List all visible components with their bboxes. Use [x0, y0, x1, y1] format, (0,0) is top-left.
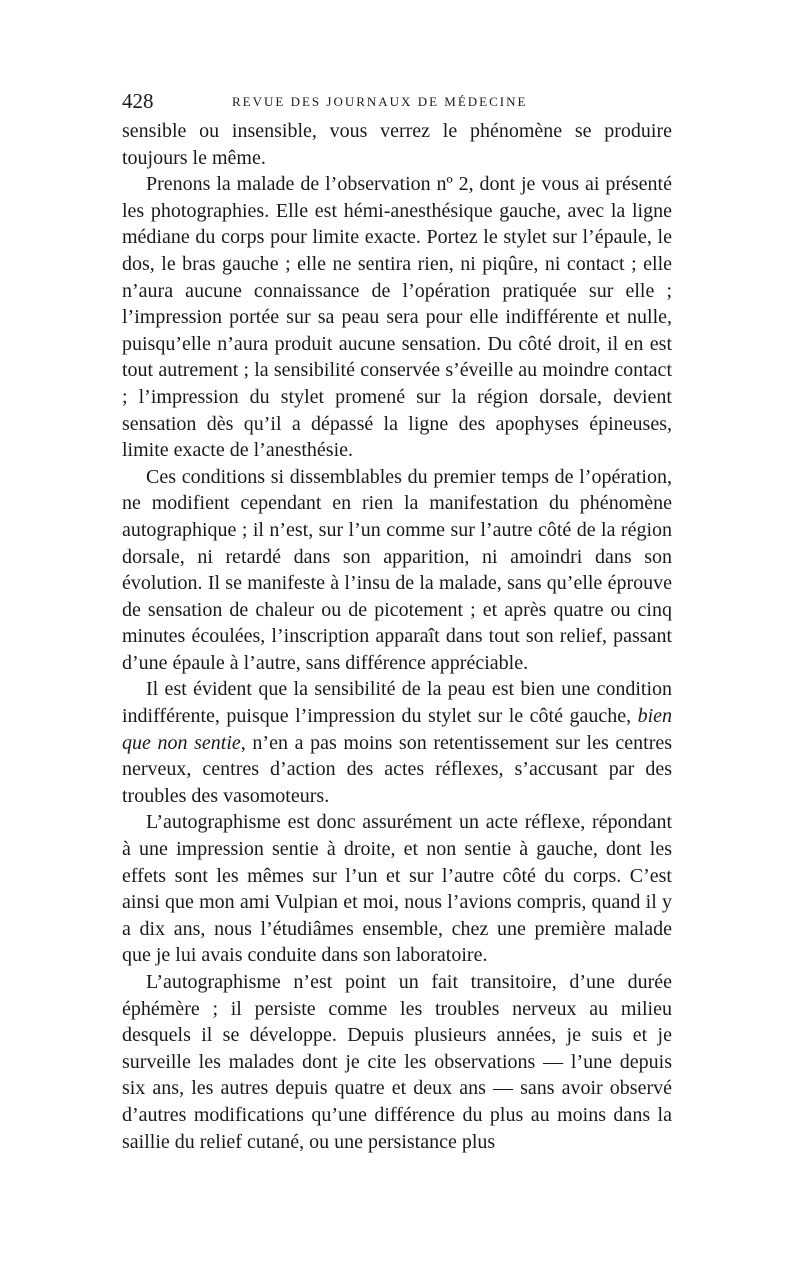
paragraph-4-emphasis: bien que non sentie: [122, 705, 672, 754]
book-page: [122, 88, 672, 1155]
page-number: 428: [122, 89, 154, 113]
paragraph-5: L’autographisme est donc assurément un acte réflexe, répondant à une impression sentie à droite, et non sentie à gauche, dont les effets sont les mêmes sur l’un et sur l’autre côté du corps. C’est ainsi que mon ami Vulpian et moi, nous l’avions compris, quand il y a dix ans, nous l’étudiâmes ensemble, chez une première malade que je lui avais conduite dans son laboratoire.: [122, 811, 672, 967]
page-header: [122, 88, 672, 114]
paragraph-4-start: Il est évident que la sensibilité de la peau est bien une condition indifférente, puisque l’impression du stylet sur le côté gauche,: [122, 678, 672, 728]
paragraph-1: sensible ou insensible, vous verrez le phénomène se produire toujours le même.: [122, 120, 672, 169]
running-title: REVUE DES JOURNAUX DE MÉDECINE: [232, 94, 528, 109]
paragraph-4: [122, 676, 672, 809]
body-text: [122, 118, 672, 1155]
paragraph-3: Ces conditions si dissemblables du premier temps de l’opération, ne modifient cependant en rien la manifestation du phénomène autographique ; il n’est, sur l’un comme sur l’autre côté de la région dorsale, ni retardé dans son apparition, ni amoindri dans son évolution. Il se manifeste à l’insu de la malade, sans qu’elle éprouve de sensation de chaleur ou de picotement ; et après quatre ou cinq minutes écoulées, l’inscription apparaît dans tout son relief, passant d’une épaule à l’autre, sans différence appréciable.: [122, 465, 672, 674]
paragraph-2: Prenons la malade de l’observation nº 2, dont je vous ai présenté les photographies. Elle est hémi-anesthésique gauche, avec la ligne médiane du corps pour limite exacte. Portez le stylet sur l’épaule, le dos, le bras gauche ; elle ne sentira rien, ni piqûre, ni contact ; elle n’aura aucune connaissance de l’opération pratiquée sur elle ; l’impression portée sur sa peau sera pour elle indifférente et nulle, puisqu’elle n’aura produit aucune sensation. Du côté droit, il en est tout autrement ; la sensibilité conservée s’éveille au moindre contact ; l’impression du stylet promené sur la région dorsale, devient sensation dès qu’il a dépassé la ligne des apophyses épineuses, limite exacte de l’anesthésie.: [122, 173, 672, 462]
paragraph-4-end: , n’en a pas moins son retentissement sur les centres nerveux, centres d’action des actes réflexes, s’accusant par des troubles des vasomoteurs.: [122, 731, 673, 807]
paragraph-6: L’autographisme n’est point un fait transitoire, d’une durée éphémère ; il persiste comme les troubles nerveux au milieu desquels il se développe. Depuis plusieurs années, je suis et je surveille les malades dont je cite les observations — l’une depuis six ans, les autres depuis quatre et deux ans — sans avoir observé d’autres modifications qu’une différence du plus au moins dans la saillie du relief cutané, ou une persistance plus: [122, 971, 672, 1153]
